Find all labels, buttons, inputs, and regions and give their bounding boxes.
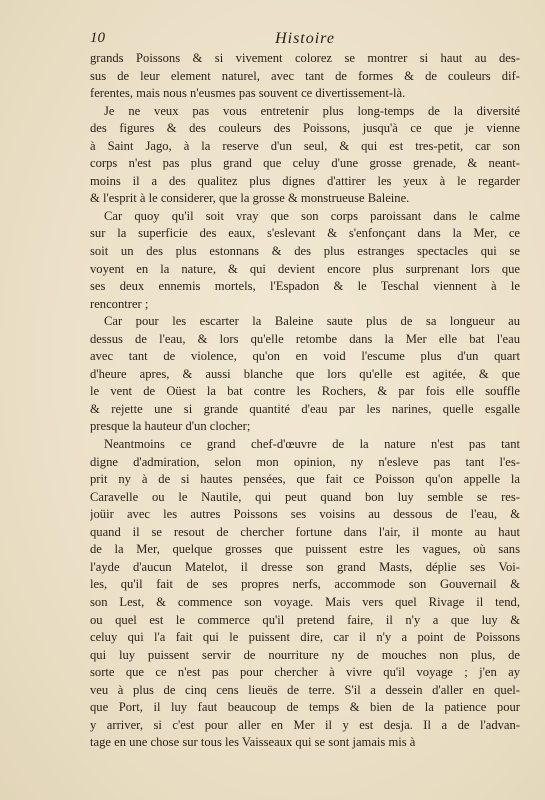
text-line: à Saint Jago, à la reserve d'un seul, & qui est tres-petit, car son — [90, 138, 520, 153]
text-line: sur la superficie des eaux, s'eslevant & s'enfonçant dans la Mer, ce — [90, 226, 520, 241]
text-line: le vent de Oüest la bat contre les Rochers, & par fois elle souffle — [90, 384, 520, 399]
text-line: veu à plus de cinq cens lieuës de terre. S'il a dessein d'aller en quel- — [90, 682, 520, 697]
text-line: son Lest, & commence son voyage. Mais vers quel Rivage il tend, — [90, 594, 520, 609]
text-line: moins il a des qualitez plus dignes d'attirer les yeux à le regarder — [90, 173, 520, 188]
text-line: & l'esprit à le considerer, que la grosse & monstrueuse Baleine. — [90, 191, 410, 206]
running-title: Histoire — [275, 30, 335, 47]
text-line: quand il se resout de chercher fortune dans l'air, il monte au haut — [90, 524, 520, 539]
text-line: Je ne veux pas vous entretenir plus long-temps de la diversité — [104, 103, 520, 118]
text-line: corps n'est pas plus grand que celuy d'une grosse grenade, & neant- — [90, 156, 520, 171]
paragraph — [90, 103, 520, 208]
paragraph — [90, 436, 520, 752]
text-line: de la Mer, quelque grosses que puissent estre les vagues, où sans — [90, 542, 520, 557]
text-line: & rejette une si grande quantité d'eau par les narines, quelle esgalle — [90, 401, 520, 416]
text-line: avec tant de violence, qu'on en void l'escume plus d'un quart — [90, 349, 520, 364]
page-number: 10 — [90, 30, 105, 46]
text-line: que Port, il luy faut beaucoup de temps & bien de la patience pour — [90, 700, 520, 715]
text-line: prit ny à de si hautes pensées, que fait ce Poisson qu'on appelle la — [90, 472, 520, 487]
body-text — [90, 50, 520, 752]
text-line: ferentes, mais nous n'eusmes pas souvent ce divertissement-là. — [90, 86, 406, 101]
text-line: sus de leur element naturel, avec tant de formes & de couleurs dif- — [90, 68, 520, 83]
text-line: grands Poissons & si vivement colorez se montrer si haut au des- — [90, 51, 520, 65]
paragraph — [90, 313, 520, 436]
text-line: Neantmoins ce grand chef-d'œuvre de la nature n'est pas tant — [104, 437, 520, 452]
text-line: celuy qui l'a fait qui le puissent dire, car il n'y a point de Poissons — [90, 630, 520, 645]
text-line: d'heure apres, & aussi blanche que lors qu'elle est agitée, & que — [90, 366, 520, 381]
text-line: Car pour les escarter la Baleine saute plus de sa longueur au — [104, 314, 520, 329]
text-line: rencontrer ; — [90, 296, 149, 311]
paragraph — [90, 50, 520, 103]
text-line: presque la hauteur d'un clocher; — [90, 419, 251, 434]
text-line: les, qu'il fait de ses propres nerfs, accommode son Gouvernail & — [90, 577, 520, 592]
text-line: voyent en la nature, & qui devient encore plus surprenant lors que — [90, 261, 520, 276]
text-line: ses deux ennemis mortels, l'Espadon & le Teschal viennent à le — [90, 279, 520, 294]
paragraph — [90, 208, 520, 313]
text-line: y arriver, si c'est pour aller en Mer il y est desja. Il a de l'advan- — [90, 717, 520, 732]
text-line: soit un des plus estonnans & des plus estranges spectacles qui se — [90, 244, 520, 259]
text-line: ou quel est le commerce qu'il pretend faire, il n'y a que luy & — [90, 612, 520, 627]
page-header — [90, 30, 520, 52]
text-line: dessus de l'eau, & lors qu'elle retombe dans la Mer elle bat l'eau — [90, 331, 520, 346]
text-line: Car quoy qu'il soit vray que son corps paroissant dans le calme — [104, 208, 520, 223]
text-line: tage en une chose sur tous les Vaisseaux qui se sont jamais mis à — [90, 735, 416, 750]
text-line: sorte que ce n'est pas pour chercher à vivre qu'il voyage ; j'en ay — [90, 665, 520, 680]
text-line: l'ayde d'aucun Matelot, il dresse son grand Masts, déplie ses Voi- — [90, 559, 520, 574]
text-line: des figures & des couleurs des Poissons, jusqu'à ce que je vienne — [90, 121, 520, 136]
text-line: joüir avec les autres Poissons ses voisins au dessous de l'eau, & — [90, 507, 520, 522]
text-line: digne d'admiration, selon mon opinion, ny n'esleve pas tant l'es- — [90, 454, 520, 469]
text-line: qui luy puissent servir de nourriture ny de mouches non plus, de — [90, 647, 520, 662]
text-line: Caravelle ou le Nautile, qui peut quand bon luy semble se res- — [90, 489, 520, 504]
